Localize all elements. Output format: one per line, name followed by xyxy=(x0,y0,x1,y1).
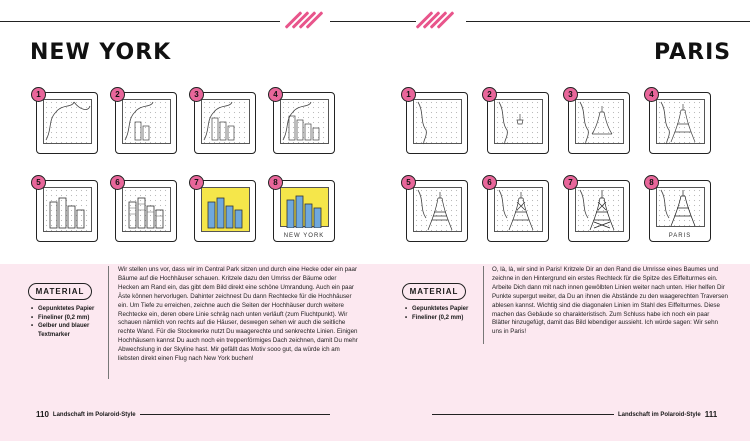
skyline-sketch-drawing xyxy=(281,100,330,145)
colored-skyline-drawing xyxy=(281,188,330,228)
page-title-paris: PARIS xyxy=(654,40,732,65)
page-section-label: Landschaft im Polaroid-Style xyxy=(52,411,136,418)
dotted-canvas xyxy=(201,187,250,232)
eiffel-tower-sketch-drawing xyxy=(576,188,625,233)
tree-outline-drawing xyxy=(44,100,93,145)
step-badge: 2 xyxy=(110,87,125,102)
material-list-right xyxy=(404,305,474,322)
dotted-canvas xyxy=(280,187,329,227)
polaroid-caption: NEW YORK xyxy=(283,233,325,239)
polaroid-frame xyxy=(36,180,98,242)
pencil-ornament-right xyxy=(423,9,447,31)
dotted-canvas xyxy=(280,99,329,144)
eiffel-tower-sketch-drawing xyxy=(657,100,706,145)
skyline-sketch-drawing xyxy=(123,100,172,145)
dotted-canvas xyxy=(494,187,543,232)
step-badge: 8 xyxy=(268,175,283,190)
step-badge: 3 xyxy=(189,87,204,102)
material-item: • Fineliner (0,2 mm) xyxy=(404,314,474,323)
eiffel-tower-sketch-drawing xyxy=(495,100,544,145)
dotted-canvas xyxy=(413,187,462,232)
polaroid-frame xyxy=(36,92,98,154)
polaroid-frame xyxy=(273,180,335,242)
skyline-sketch-drawing xyxy=(44,188,93,233)
page-number: 111 xyxy=(704,410,718,419)
dotted-canvas xyxy=(122,99,171,144)
eiffel-tower-sketch-drawing xyxy=(657,188,706,228)
page-section-label: Landschaft im Polaroid-Style xyxy=(618,411,701,418)
polaroid-frame xyxy=(115,92,177,154)
material-item: • Gepunktetes Papier xyxy=(404,305,474,314)
dotted-canvas xyxy=(656,99,705,144)
polaroid-frame xyxy=(649,92,711,154)
dotted-canvas xyxy=(43,99,92,144)
polaroid-frame xyxy=(194,180,256,242)
polaroid-frame xyxy=(487,92,549,154)
top-rule-middle xyxy=(330,21,416,22)
page-footer-right xyxy=(432,410,717,419)
step-badge: 3 xyxy=(563,87,578,102)
step-badge: 4 xyxy=(644,87,659,102)
polaroid-frame xyxy=(115,180,177,242)
step-badge: 7 xyxy=(563,175,578,190)
material-item: • Fineliner (0,2 mm) xyxy=(30,314,100,323)
top-rule-right xyxy=(466,21,750,22)
polaroid-frame xyxy=(406,92,468,154)
step-badge: 4 xyxy=(268,87,283,102)
footer-rule xyxy=(140,414,330,415)
step-badge: 6 xyxy=(110,175,125,190)
pencil-ornament-left xyxy=(292,9,316,31)
eiffel-tower-sketch-drawing xyxy=(414,188,463,233)
tree-outline-drawing xyxy=(414,100,463,145)
divider-right xyxy=(483,266,484,344)
dotted-canvas xyxy=(575,187,624,232)
dotted-canvas xyxy=(656,187,705,227)
material-label-left: MATERIAL xyxy=(28,283,92,300)
polaroid-frame xyxy=(568,92,630,154)
polaroid-frame xyxy=(568,180,630,242)
step-badge: 5 xyxy=(401,175,416,190)
step-badge: 8 xyxy=(644,175,659,190)
page-footer-left xyxy=(36,410,330,419)
dotted-canvas xyxy=(122,187,171,232)
top-rule-left xyxy=(0,21,280,22)
instructions-paris: O, là, là, wir sind in Paris! Kritzele Dir an den Rand die Umrisse eines Baumes und zeichne in den Hintergrund ein erstes Rechteck für die Spitze des Eiffelturmes ein. Arbeite Dich dann mit nach innen gewölbten Linien weiter nach unten. Hier helfen Dir Punkte supergut weiter, da Du an ihnen die Abstände zu den waagerechten Traversen ablesen kannst. Wichtig sind die diagonalen Linien im Stahl des Eiffelturmes. Diese machen das Gebäude so charakteristisch. Zum Schluss habe ich noch ein paar Blätter hinzugefügt, damit das Bild lebendiger aussieht. Ich würde sagen: Wir sehn uns in Paris! xyxy=(492,266,728,336)
step-badge: 7 xyxy=(189,175,204,190)
step-badge: 2 xyxy=(482,87,497,102)
divider-left xyxy=(108,266,109,379)
eiffel-tower-sketch-drawing xyxy=(495,188,544,233)
footer-rule xyxy=(432,414,614,415)
skyline-sketch-drawing xyxy=(202,100,251,145)
polaroid-frame xyxy=(273,92,335,154)
polaroid-frame xyxy=(487,180,549,242)
dotted-canvas xyxy=(43,187,92,232)
colored-skyline-drawing xyxy=(202,188,251,233)
dotted-canvas xyxy=(494,99,543,144)
polaroid-frame xyxy=(194,92,256,154)
material-item: • Gelber und blauer Textmarker xyxy=(30,322,100,339)
polaroid-caption: PARIS xyxy=(668,233,692,239)
step-badge: 1 xyxy=(31,87,46,102)
page-number: 110 xyxy=(36,410,49,419)
step-badge: 5 xyxy=(31,175,46,190)
dotted-canvas xyxy=(575,99,624,144)
skyline-sketch-drawing xyxy=(123,188,172,233)
polaroid-frame xyxy=(406,180,468,242)
material-list-left xyxy=(30,305,100,339)
material-item: • Gepunktetes Papier xyxy=(30,305,100,314)
dotted-canvas xyxy=(201,99,250,144)
page-title-new-york: NEW YORK xyxy=(30,40,172,65)
material-label-right: MATERIAL xyxy=(402,283,466,300)
eiffel-tower-sketch-drawing xyxy=(576,100,625,145)
dotted-canvas xyxy=(413,99,462,144)
step-badge: 6 xyxy=(482,175,497,190)
polaroid-frame xyxy=(649,180,711,242)
step-badge: 1 xyxy=(401,87,416,102)
instructions-new-york: Wir stellen uns vor, dass wir im Central Park sitzen und durch eine Hecke oder ein paar Bäume auf die Hochhäuser schauen. Kritzele dazu den Umriss der Bäume oder Hecken am Rand ein, das gibt dem Bild direkt eine schöne Umrandung. Auch ein paar Äste können hervorlugen. Dahinter zeichnest Du dann Rechtecke für die Hochhäuser ein. Um Tiefe zu erreichen, zeichne auch die Seiten der Hochhäuser durch weitere Rechtecke ein, deren obere Linie schräg nach unten verläuft (zum Fluchtpunkt). Wir schauen nämlich von rechts auf die Häuser, deswegen sehen wir auch die seitliche rechte Wand. Für die Stockwerke nutzt Du waagerechte und senkrechte Linien. Einigen Hochhäusern kannst Du auch noch ein treppenförmiges Dach zeichnen, damit Du mehr Abwechslung in der Skyline hast. Mir gefällt das Motiv sooo gut, da würde ich am liebsten direkt einen Flug nach New York buchen! xyxy=(118,266,358,363)
